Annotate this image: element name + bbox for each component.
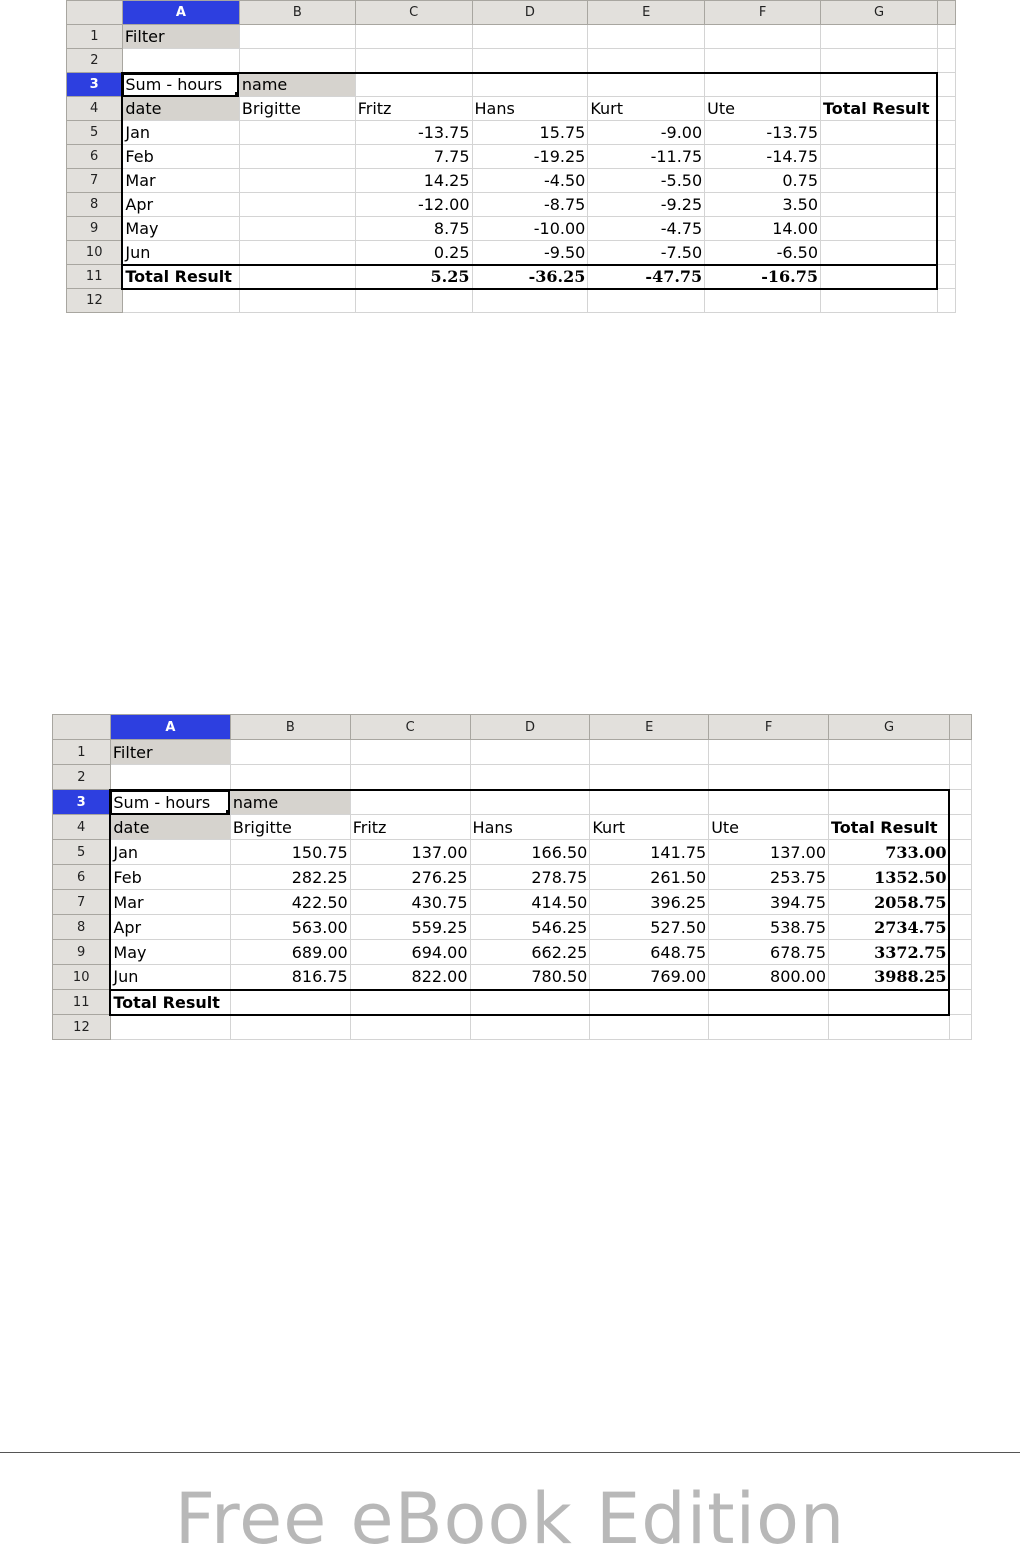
cell[interactable]	[472, 289, 588, 313]
cell[interactable]	[949, 840, 971, 865]
cell[interactable]	[350, 740, 470, 765]
cell[interactable]	[350, 1015, 470, 1040]
grand-total-cell[interactable]	[821, 265, 938, 289]
row-label-cell[interactable]: May	[122, 217, 239, 241]
footer-watermark: Free eBook Edition	[174, 1478, 846, 1560]
value-cell[interactable]: 276.25	[350, 865, 470, 890]
column-field-button[interactable]: name	[230, 790, 350, 815]
value-cell[interactable]	[239, 145, 355, 169]
row-field-button[interactable]: date	[122, 97, 239, 121]
cell[interactable]	[110, 765, 230, 790]
cell[interactable]	[937, 217, 955, 241]
row-header[interactable]: 3	[67, 73, 123, 97]
column-name-cell[interactable]: Fritz	[350, 815, 470, 840]
row-total-cell[interactable]: 3372.75	[829, 940, 950, 965]
value-cell[interactable]: -7.50	[588, 241, 705, 265]
value-cell[interactable]: 559.25	[350, 915, 470, 940]
cell[interactable]	[230, 1015, 350, 1040]
cell[interactable]	[829, 740, 950, 765]
total-result-row-label[interactable]: Total Result	[110, 990, 230, 1015]
row-header[interactable]: 12	[67, 289, 123, 313]
table-row	[67, 145, 956, 169]
column-header-c[interactable]: C	[350, 715, 470, 740]
spreadsheet-running-difference	[66, 0, 956, 314]
value-cell[interactable]: -4.75	[588, 217, 705, 241]
value-cell[interactable]: -9.00	[588, 121, 705, 145]
cell[interactable]	[709, 1015, 829, 1040]
cell[interactable]	[705, 289, 821, 313]
value-cell[interactable]: -9.25	[588, 193, 705, 217]
row-header[interactable]: 10	[67, 241, 123, 265]
value-cell[interactable]	[239, 193, 355, 217]
row-header[interactable]: 9	[67, 217, 123, 241]
total-cell[interactable]	[350, 990, 470, 1015]
cell-grid	[52, 714, 972, 1040]
cell[interactable]	[829, 790, 950, 815]
value-cell[interactable]: 689.00	[230, 940, 350, 965]
total-cell[interactable]	[709, 990, 829, 1015]
row-label-cell[interactable]: Jun	[122, 241, 239, 265]
value-cell[interactable]: 141.75	[590, 840, 709, 865]
value-cell[interactable]: -5.50	[588, 169, 705, 193]
value-cell[interactable]: 261.50	[590, 865, 709, 890]
value-cell[interactable]	[239, 121, 355, 145]
row-header[interactable]: 5	[67, 121, 123, 145]
filter-button[interactable]: Filter	[110, 740, 230, 765]
row-total-cell[interactable]	[821, 169, 938, 193]
column-name-cell[interactable]: Kurt	[590, 815, 709, 840]
column-header-d[interactable]: D	[472, 1, 588, 25]
total-result-header[interactable]: Total Result	[829, 815, 950, 840]
cell[interactable]	[239, 25, 355, 49]
row-label-cell[interactable]: Mar	[110, 890, 230, 915]
row-label-cell[interactable]: Feb	[122, 145, 239, 169]
column-field-button[interactable]: name	[239, 73, 355, 97]
row-header[interactable]: 1	[67, 25, 123, 49]
value-cell[interactable]: -13.75	[355, 121, 472, 145]
cell[interactable]	[472, 49, 588, 73]
row-header[interactable]: 7	[53, 890, 111, 915]
row-header[interactable]: 1	[53, 740, 111, 765]
value-cell[interactable]: 394.75	[709, 890, 829, 915]
value-cell[interactable]: 278.75	[470, 865, 590, 890]
value-cell[interactable]: 14.00	[705, 217, 821, 241]
row-total-cell[interactable]: 2734.75	[829, 915, 950, 940]
cell[interactable]	[472, 73, 588, 97]
total-cell[interactable]: 5.25	[355, 265, 472, 289]
total-cell[interactable]	[470, 990, 590, 1015]
column-name-cell[interactable]: Brigitte	[239, 97, 355, 121]
value-cell[interactable]: -4.50	[472, 169, 588, 193]
column-header-partial[interactable]	[937, 1, 955, 25]
cell[interactable]	[239, 49, 355, 73]
row-header[interactable]: 9	[53, 940, 111, 965]
cell[interactable]	[355, 289, 472, 313]
column-name-cell[interactable]: Ute	[705, 97, 821, 121]
row-field-button[interactable]: date	[110, 815, 230, 840]
column-name-cell[interactable]: Hans	[470, 815, 590, 840]
row-total-cell[interactable]	[821, 145, 938, 169]
cell[interactable]	[470, 1015, 590, 1040]
column-name-cell[interactable]: Ute	[709, 815, 829, 840]
row-header[interactable]: 10	[53, 965, 111, 990]
table-row	[53, 915, 972, 940]
cell[interactable]	[829, 1015, 950, 1040]
value-cell[interactable]: -13.75	[705, 121, 821, 145]
cell[interactable]	[937, 97, 955, 121]
cell[interactable]	[709, 790, 829, 815]
cell[interactable]	[590, 1015, 709, 1040]
cell[interactable]	[110, 1015, 230, 1040]
value-cell[interactable]: 15.75	[472, 121, 588, 145]
cell[interactable]	[239, 289, 355, 313]
cell[interactable]	[709, 765, 829, 790]
data-field-cell[interactable]: Sum - hours	[110, 790, 230, 815]
table-row	[67, 241, 956, 265]
cell[interactable]	[821, 25, 938, 49]
cell[interactable]	[937, 145, 955, 169]
row-header[interactable]: 6	[53, 865, 111, 890]
table-row	[67, 193, 956, 217]
cell[interactable]	[949, 915, 971, 940]
total-cell[interactable]	[590, 990, 709, 1015]
column-header-partial[interactable]	[949, 715, 971, 740]
data-field-cell[interactable]: Sum - hours	[122, 73, 239, 97]
column-header-d[interactable]: D	[470, 715, 590, 740]
value-cell[interactable]: -12.00	[355, 193, 472, 217]
total-cell[interactable]: -16.75	[705, 265, 821, 289]
column-header-b[interactable]: B	[230, 715, 350, 740]
value-cell[interactable]: 0.25	[355, 241, 472, 265]
sheet2-data-rows	[53, 840, 972, 990]
row-header[interactable]: 7	[67, 169, 123, 193]
column-name-cell[interactable]: Hans	[472, 97, 588, 121]
row-total-cell[interactable]	[821, 193, 938, 217]
column-header-e[interactable]: E	[588, 1, 705, 25]
row-header[interactable]: 11	[67, 265, 123, 289]
footer-divider	[0, 1452, 1020, 1453]
column-header-f[interactable]: F	[709, 715, 829, 740]
cell[interactable]	[949, 790, 971, 815]
cell[interactable]	[949, 740, 971, 765]
cell[interactable]	[230, 740, 350, 765]
value-cell[interactable]: 662.25	[470, 940, 590, 965]
spreadsheet-running-total	[52, 714, 972, 1050]
column-name-cell[interactable]: Kurt	[588, 97, 705, 121]
cell[interactable]	[709, 740, 829, 765]
value-cell[interactable]: -9.50	[472, 241, 588, 265]
value-cell[interactable]: 527.50	[590, 915, 709, 940]
cell[interactable]	[937, 73, 955, 97]
row-total-cell[interactable]	[821, 217, 938, 241]
corner-select-all[interactable]	[53, 715, 111, 740]
cell[interactable]	[470, 740, 590, 765]
column-header-g[interactable]: G	[829, 715, 950, 740]
row-label-cell[interactable]: Jun	[110, 965, 230, 990]
cell[interactable]	[122, 49, 239, 73]
value-cell[interactable]: 137.00	[350, 840, 470, 865]
value-cell[interactable]: 253.75	[709, 865, 829, 890]
cell[interactable]	[937, 193, 955, 217]
cell[interactable]	[937, 289, 955, 313]
row-header[interactable]: 8	[67, 193, 123, 217]
value-cell[interactable]: 430.75	[350, 890, 470, 915]
row-header[interactable]: 8	[53, 915, 111, 940]
value-cell[interactable]: 822.00	[350, 965, 470, 990]
cell[interactable]	[355, 49, 472, 73]
row-total-cell[interactable]	[821, 241, 938, 265]
column-header-e[interactable]: E	[590, 715, 709, 740]
table-row	[67, 121, 956, 145]
row-label-cell[interactable]: Apr	[122, 193, 239, 217]
value-cell[interactable]: 769.00	[590, 965, 709, 990]
value-cell[interactable]	[239, 241, 355, 265]
value-cell[interactable]: -11.75	[588, 145, 705, 169]
row-header[interactable]: 4	[67, 97, 123, 121]
value-cell[interactable]: 7.75	[355, 145, 472, 169]
cell[interactable]	[949, 990, 971, 1015]
column-header-a[interactable]: A	[110, 715, 230, 740]
row-header[interactable]: 11	[53, 990, 111, 1015]
table-row	[53, 940, 972, 965]
total-result-header[interactable]: Total Result	[821, 97, 938, 121]
cell[interactable]	[949, 1015, 971, 1040]
value-cell[interactable]: 150.75	[230, 840, 350, 865]
row-header[interactable]: 5	[53, 840, 111, 865]
value-cell[interactable]: 8.75	[355, 217, 472, 241]
value-cell[interactable]: 396.25	[590, 890, 709, 915]
cell[interactable]	[355, 73, 472, 97]
row-header[interactable]: 2	[53, 765, 111, 790]
cell[interactable]	[949, 865, 971, 890]
row-total-cell[interactable]	[821, 121, 938, 145]
row-total-cell[interactable]: 733.00	[829, 840, 950, 865]
row-label-cell[interactable]: Jan	[110, 840, 230, 865]
cell[interactable]	[705, 25, 821, 49]
column-header-a[interactable]: A	[122, 1, 239, 25]
value-cell[interactable]: 538.75	[709, 915, 829, 940]
row-total-cell[interactable]: 3988.25	[829, 965, 950, 990]
cell[interactable]	[122, 289, 239, 313]
cell[interactable]	[355, 25, 472, 49]
cell[interactable]	[705, 73, 821, 97]
row-total-cell[interactable]: 1352.50	[829, 865, 950, 890]
row-header[interactable]: 12	[53, 1015, 111, 1040]
filter-button[interactable]: Filter	[122, 25, 239, 49]
cell[interactable]	[350, 765, 470, 790]
total-cell[interactable]: -36.25	[472, 265, 588, 289]
value-cell[interactable]: -10.00	[472, 217, 588, 241]
column-header-c[interactable]: C	[355, 1, 472, 25]
table-row	[53, 965, 972, 990]
table-row	[53, 840, 972, 865]
table-row	[53, 890, 972, 915]
value-cell[interactable]: 137.00	[709, 840, 829, 865]
cell[interactable]	[949, 765, 971, 790]
column-header-b[interactable]: B	[239, 1, 355, 25]
cell[interactable]	[590, 740, 709, 765]
row-label-cell[interactable]: May	[110, 940, 230, 965]
cell[interactable]	[350, 790, 470, 815]
cell[interactable]	[937, 169, 955, 193]
row-total-cell[interactable]: 2058.75	[829, 890, 950, 915]
cell[interactable]	[949, 940, 971, 965]
row-label-cell[interactable]: Apr	[110, 915, 230, 940]
cell-grid	[66, 0, 956, 313]
value-cell[interactable]	[239, 217, 355, 241]
value-cell[interactable]: 694.00	[350, 940, 470, 965]
cell[interactable]	[470, 790, 590, 815]
value-cell[interactable]: 563.00	[230, 915, 350, 940]
cell[interactable]	[949, 815, 971, 840]
value-cell[interactable]: -19.25	[472, 145, 588, 169]
row-header[interactable]: 6	[67, 145, 123, 169]
total-result-row-label[interactable]: Total Result	[122, 265, 239, 289]
value-cell[interactable]: 546.25	[470, 915, 590, 940]
table-row	[67, 169, 956, 193]
cell[interactable]	[949, 890, 971, 915]
value-cell[interactable]: 14.25	[355, 169, 472, 193]
cell[interactable]	[588, 289, 705, 313]
sheet1-data-rows	[67, 121, 956, 265]
corner-select-all[interactable]	[67, 1, 123, 25]
cell[interactable]	[588, 73, 705, 97]
value-cell[interactable]: 780.50	[470, 965, 590, 990]
value-cell[interactable]: 282.25	[230, 865, 350, 890]
cell[interactable]	[470, 765, 590, 790]
value-cell[interactable]: 0.75	[705, 169, 821, 193]
row-header[interactable]: 4	[53, 815, 111, 840]
cell[interactable]	[590, 790, 709, 815]
value-cell[interactable]: 648.75	[590, 940, 709, 965]
total-cell[interactable]	[239, 265, 355, 289]
value-cell[interactable]: 166.50	[470, 840, 590, 865]
cell[interactable]	[821, 73, 938, 97]
value-cell[interactable]: 3.50	[705, 193, 821, 217]
value-cell[interactable]: -8.75	[472, 193, 588, 217]
cell[interactable]	[590, 765, 709, 790]
column-header-f[interactable]: F	[705, 1, 821, 25]
row-header[interactable]: 2	[67, 49, 123, 73]
cell[interactable]	[937, 49, 955, 73]
cell[interactable]	[821, 49, 938, 73]
cell[interactable]	[588, 49, 705, 73]
value-cell[interactable]: -14.75	[705, 145, 821, 169]
value-cell[interactable]: 800.00	[709, 965, 829, 990]
row-label-cell[interactable]: Mar	[122, 169, 239, 193]
cell[interactable]	[829, 765, 950, 790]
cell[interactable]	[937, 121, 955, 145]
column-name-cell[interactable]: Fritz	[355, 97, 472, 121]
cell[interactable]	[705, 49, 821, 73]
total-cell[interactable]: -47.75	[588, 265, 705, 289]
total-cell[interactable]	[230, 990, 350, 1015]
cell[interactable]	[588, 25, 705, 49]
cell[interactable]	[472, 25, 588, 49]
column-header-g[interactable]: G	[821, 1, 938, 25]
cell[interactable]	[937, 25, 955, 49]
table-row	[67, 217, 956, 241]
row-label-cell[interactable]: Jan	[122, 121, 239, 145]
grand-total-cell[interactable]	[829, 990, 950, 1015]
value-cell[interactable]: 678.75	[709, 940, 829, 965]
cell[interactable]	[230, 765, 350, 790]
value-cell[interactable]: 816.75	[230, 965, 350, 990]
cell[interactable]	[937, 241, 955, 265]
row-label-cell[interactable]: Feb	[110, 865, 230, 890]
value-cell[interactable]: 422.50	[230, 890, 350, 915]
table-row	[53, 865, 972, 890]
row-header[interactable]: 3	[53, 790, 111, 815]
cell[interactable]	[949, 965, 971, 990]
cell[interactable]	[821, 289, 938, 313]
value-cell[interactable]	[239, 169, 355, 193]
cell[interactable]	[937, 265, 955, 289]
value-cell[interactable]: 414.50	[470, 890, 590, 915]
column-name-cell[interactable]: Brigitte	[230, 815, 350, 840]
value-cell[interactable]: -6.50	[705, 241, 821, 265]
